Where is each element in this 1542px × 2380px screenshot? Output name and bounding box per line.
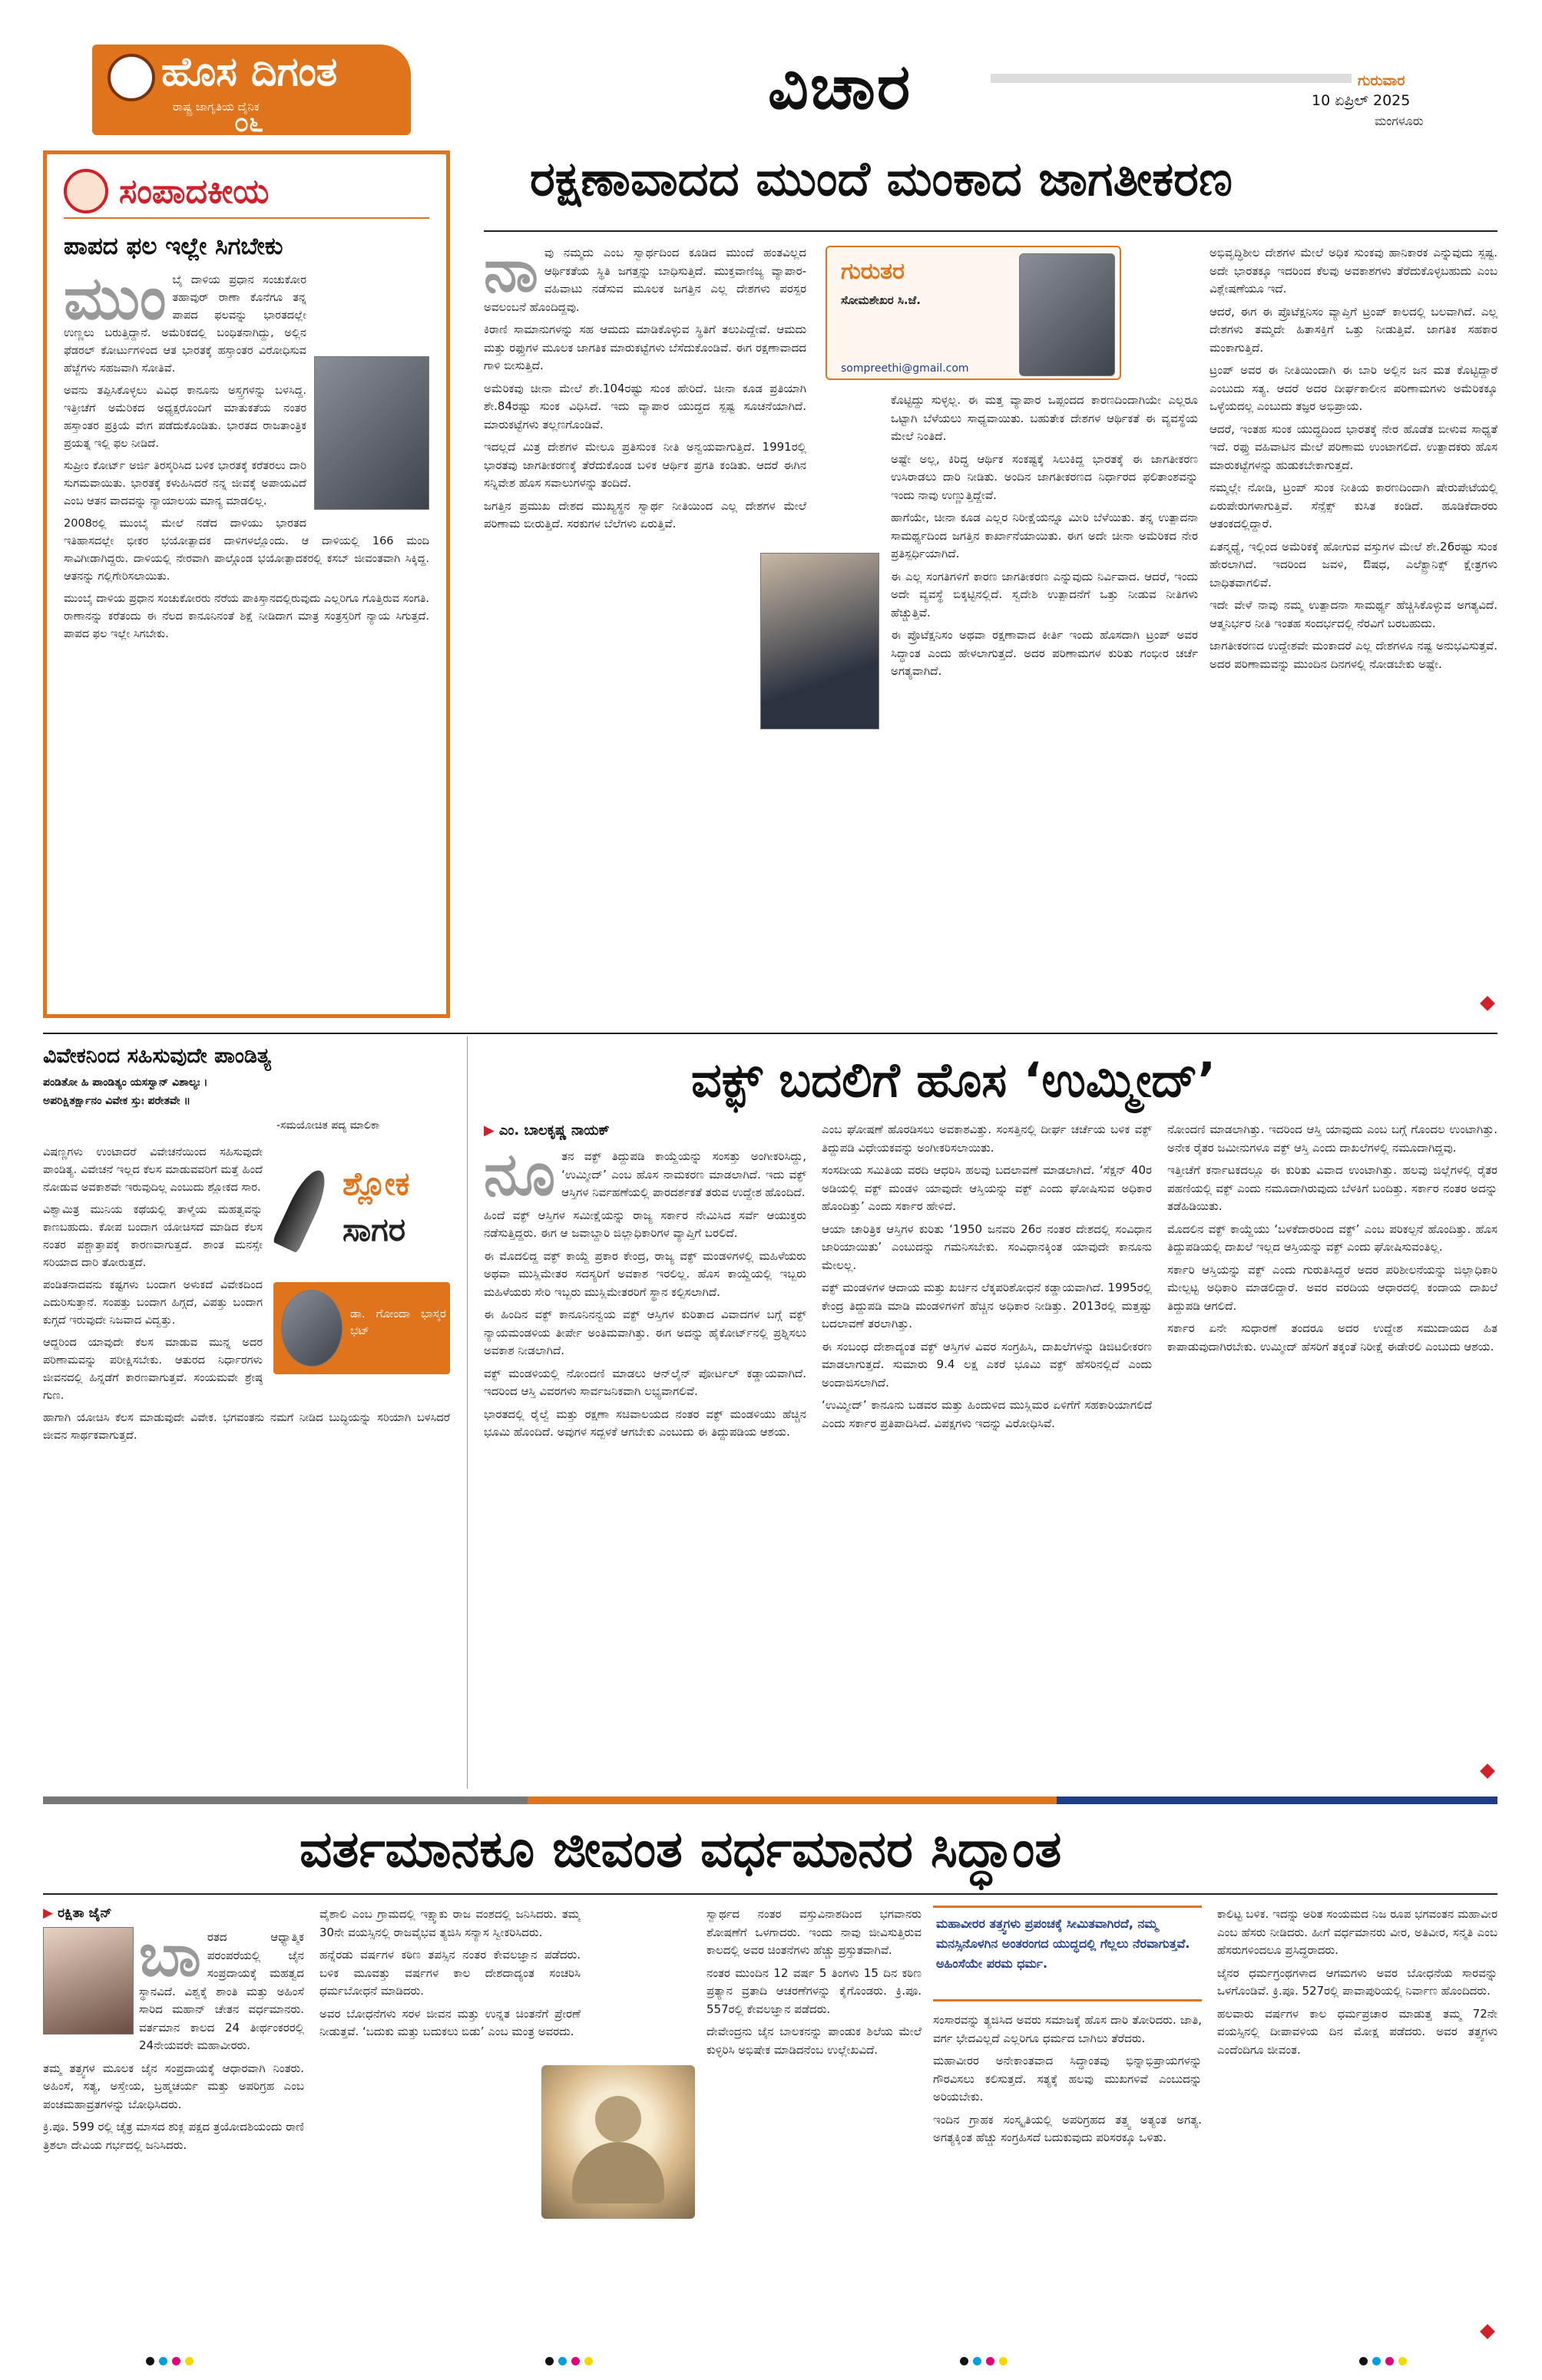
main-para: ಆದರೆ, ಇಂತಹ ಸುಂಕ ಯುದ್ಧದಿಂದ ಭಾರತಕ್ಕೆ ನೇರ ಹೊಡೆತ ಬೀಳುವ ಸಾಧ್ಯತೆ ಇದೆ. ರಫ್ತು ವಹಿವಾಟಿನ ಮೇಲೆ ಪರಿಣಾಮ ಉಂಟಾಗಲಿದೆ. ಉತ್ಪಾದಕರು ಹೊಸ ಮಾರುಕಟ್ಟೆಗಳನ್ನು ಹುಡುಕಬೇಕಾಗುತ್ತದೆ. [1209, 421, 1497, 472]
mahavira-para: ತಮ್ಮ ತತ್ತ್ವಗಳ ಮೂಲಕ ಜೈನ ಸಂಪ್ರದಾಯಕ್ಕೆ ಆಧಾರವಾಗಿ ನಿಂತರು. ಅಹಿಂಸೆ, ಸತ್ಯ, ಅಸ್ತೇಯ, ಬ್ರಹ್ಮಚರ್ಯ ಮತ್ತು ಅಪರಿಗ್ರಹ ಎಂಬ ಪಂಚಮಹಾವ್ರತಗಳನ್ನು ಬೋಧಿಸಿದರು. [43, 2061, 304, 2111]
mahavira-para: ರತದ ಆಧ್ಯಾತ್ಮಿಕ ಪರಂಪರೆಯಲ್ಲಿ ಜೈನ ಸಂಪ್ರದಾಯಕ್ಕೆ ಮಹತ್ವದ ಸ್ಥಾನವಿದೆ. ವಿಶ್ವಕ್ಕೆ ಶಾಂತಿ ಮತ್ತು ಅಹಿಂಸೆ ಸಾರಿದ ಮಹಾನ್ ಚೇತನ ವರ್ಧಮಾನರು. ವರ್ತಮಾನ ಕಾಲದ 24 ತೀರ್ಥಂಕರರಲ್ಲಿ 24ನೇಯವರೇ ಮಹಾವೀರರು. [139, 1930, 304, 2052]
editorial-para: ಮುಂಬೈ ದಾಳಿಯ ಪ್ರಧಾನ ಸಂಚುಕೋರರು ನೆರೆಯ ಪಾಕಿಸ್ತಾನದಲ್ಲಿರುವುದು ಎಲ್ಲರಿಗೂ ಗೊತ್ತಿರುವ ಸಂಗತಿ. ರಾಣಾನನ್ನು ಕರೆತಂದು ಈ ನೆಲದ ಕಾನೂನಿನಂತೆ ಶಿಕ್ಷೆ ನೀಡಿದಾಗ ಮಾತ್ರ ಸಂತ್ರಸ್ತರಿಗೆ ನ್ಯಾಯ ಸಿಗುತ್ತದೆ. ಪಾಪದ ಫಲ ಇಲ್ಲೇ ಸಿಗಬೇಕು. [64, 593, 429, 640]
shloka-source: -ಸಮಯೋಚಿತ ಪದ್ಯ ಮಾಲಿಕಾ [276, 1119, 380, 1132]
trump-photo [760, 553, 879, 729]
waqf-para: ಸರ್ಕಾರ ಏನೇ ಸುಧಾರಣೆ ತಂದರೂ ಅದರ ಉದ್ದೇಶ ಸಮುದಾಯದ ಹಿತ ಕಾಪಾಡುವುದಾಗಿರಬೇಕು. ಉಮ್ಮೀದ್ ಹೆಸರಿಗೆ ತಕ್ಕಂತೆ ನಿರೀಕ್ಷೆ ಈಡೇರಲಿ ಎಂಬುದು ಆಶಯ. [1167, 1321, 1497, 1354]
byline-arrow-icon: ▶ [43, 1906, 54, 1921]
editorial-box [43, 150, 450, 1018]
masthead [0, 0, 1542, 138]
main-para: ಅಷ್ಟೇ ಅಲ್ಲ, ಕಿರಿದ್ಧ ಆರ್ಥಿಕ ಸಂಕಷ್ಟಕ್ಕೆ ಸಿಲುಕಿದ್ದ ಭಾರತಕ್ಕೆ ಈ ಜಾಗತೀಕರಣ ಉಸಿರಾಡಲು ದಾರಿ ನೀಡಿತು. ಅಂದಿನ ಜಾಗತೀಕರಣದ ನಿರ್ಧಾರದ ಫಲಿತಾಂಶವನ್ನು ಇಂದು ನಾವು ಉಣ್ಣುತ್ತಿದ್ದೇವೆ. [891, 451, 1198, 502]
mahavira-byline-name: ರಕ್ಷಿತಾ ಜೈನ್ [58, 1906, 112, 1921]
mahavira-col-c [706, 1906, 922, 2343]
header-city: ಮಂಗಳೂರು [1375, 114, 1424, 128]
logo-emblem-icon [108, 54, 155, 101]
shloka-column-label-1: ಶ್ಲೋಕ [342, 1165, 410, 1202]
shloka-para: ಪಂಡಿತನಾದವನು ಕಷ್ಟಗಳು ಬಂದಾಗ ಅಳುಕದೆ ವಿವೇಕದಿಂದ ಎದುರಿಸುತ್ತಾನೆ. ಸಂಪತ್ತು ಬಂದಾಗ ಹಿಗ್ಗದೆ, ವಿಪತ್ತು ಬಂದಾಗ ಕುಗ್ಗದೆ ಇರುವುದೇ ನಿಜವಾದ ವಿದ್ವತ್ತು. [43, 1279, 263, 1327]
waqf-dropcap: ನೂ [484, 1148, 556, 1209]
section-divider-band [43, 1797, 1497, 1804]
header-date-bar [991, 74, 1352, 83]
mahavira-para: ನಂತರ ಮುಂದಿನ 12 ವರ್ಷ 5 ತಿಂಗಳು 15 ದಿನ ಕಠಿಣ ಪ್ರತ್ಯಾನ ವ್ರತಾದಿ ಆಚರಣೆಗಳನ್ನು ಕೈಗೊಂಡರು. ಕ್ರಿ.ಪೂ. 557ರಲ್ಲಿ ಕೇವಲಜ್ಞಾನ ಪಡೆದರು. [706, 1965, 922, 2016]
registration-marks-right [1359, 2357, 1407, 2365]
mahavira-para: ಸ್ವಾರ್ಥದ ನಂತರ ವಸ್ತುವಿನಾಶದಿಂದ ಭಗವಾನರು ಶೋಷಣೆಗೆ ಒಳಗಾದರು. ಇಂದು ನಾವು ಜೀವಿಸುತ್ತಿರುವ ಕಾಲದಲ್ಲಿ ಅವರ ಚಿಂತನೆಗಳು ಹೆಚ್ಚು ಪ್ರಸ್ತುತವಾಗಿವೆ. [706, 1907, 922, 1957]
vertical-rule [467, 1036, 468, 1789]
mahavira-para: ಹನ್ನೆರಡು ವರ್ಷಗಳ ಕಠಿಣ ತಪಸ್ಸಿನ ನಂತರ ಕೇವಲಜ್ಞಾನ ಪಡೆದರು. ಬಳಿಕ ಮೂವತ್ತು ವರ್ಷಗಳ ಕಾಲ ದೇಶದಾದ್ಯಂತ ಸಂಚರಿಸಿ ಧರ್ಮಬೋಧನೆ ಮಾಡಿದರು. [319, 1948, 581, 1998]
band-orange [528, 1797, 1057, 1804]
shloka-para: ಹಾಗಾಗಿ ಯೋಚಿಸಿ ಕೆಲಸ ಮಾಡುವುದೇ ವಿವೇಕ. ಭಗವಂತನು ನಮಗೆ ನೀಡಿದ ಬುದ್ಧಿಯನ್ನು ಸರಿಯಾಗಿ ಬಳಸಿದರೆ ಜೀವನ ಸಾರ್ಥಕವಾಗುತ್ತದೆ. [43, 1412, 450, 1442]
waqf-byline-name: ಎಂ. ಬಾಲಕೃಷ್ಣ ನಾಯಕ್ [498, 1122, 610, 1139]
reg-dot-black [1359, 2357, 1368, 2365]
reg-dot-magenta [172, 2357, 180, 2365]
mahavira-dropcap: ಬಾ [139, 1929, 201, 1990]
mahavira-image [541, 2065, 695, 2219]
reg-dot-yellow [584, 2357, 593, 2365]
mahavira-photo-spacer [43, 1929, 139, 2040]
reg-dot-black [545, 2357, 554, 2365]
main-para: ಈ ಎಲ್ಲ ಸಂಗತಿಗಳಿಗೆ ಕಾರಣ ಜಾಗತೀಕರಣ ಎನ್ನುವುದು ನಿರ್ವಿವಾದ. ಆದರೆ, ಇಂದು ಅದೇ ವ್ಯವಸ್ಥೆ ಬಿಕ್ಕಟ್ಟಿನಲ್ಲಿದೆ. ಸ್ವದೇಶಿ ಉತ್ಪಾದನೆಗೆ ಒತ್ತು ನೀಡುವ ನೀತಿಗಳು ಹೆಚ್ಚುತ್ತಿವೆ. [891, 569, 1198, 620]
waqf-byline [484, 1122, 610, 1139]
columnist-name: ಸೋಮಶೇಖರ ಸಿ.ಜೆ. [841, 293, 921, 307]
reg-dot-magenta [1385, 2357, 1394, 2365]
waqf-col-b [822, 1121, 1152, 1785]
waqf-para: ಈ ಹಿಂದಿನ ವಕ್ಫ್ ಕಾನೂನಿನನ್ವಯ ವಕ್ಫ್ ಆಸ್ತಿಗಳ ಕುರಿತಾದ ವಿವಾದಗಳ ಬಗ್ಗೆ ವಕ್ಫ್ ನ್ಯಾಯಮಂಡಳಿಯ ತೀರ್ಪೇ ಅಂತಿಮವಾಗಿತ್ತು. ಈಗ ಅದನ್ನು ಹೈಕೋರ್ಟ್‌ನಲ್ಲಿ ಪ್ರಶ್ನಿಸಲು ಅವಕಾಶ ನೀಡಲಾಗಿದೆ. [484, 1307, 806, 1357]
waqf-title: ವಕ್ಫ್ ಬದಲಿಗೆ ಹೊಸ ‘ಉಮ್ಮೀದ್’ [691, 1052, 1216, 1108]
main-para: ಅಮೆರಿಕವು ಚೀನಾ ಮೇಲೆ ಶೇ.104ರಷ್ಟು ಸುಂಕ ಹೇರಿದೆ. ಚೀನಾ ಕೂಡ ಪ್ರತಿಯಾಗಿ ಶೇ.84ರಷ್ಟು ಸುಂಕ ವಿಧಿಸಿದೆ. ಇದು ವ್ಯಾಪಾರ ಯುದ್ಧದ ಸ್ಪಷ್ಟ ಸೂಚನೆಯಾಗಿದೆ. ಮಾರುಕಟ್ಟೆಗಳು ತಲ್ಲಣಗೊಂಡಿವೆ. [484, 381, 806, 431]
waqf-para: ಈ ಮೊದಲಿದ್ದ ವಕ್ಫ್ ಕಾಯ್ದೆ ಪ್ರಕಾರ ಕೇಂದ್ರ, ರಾಜ್ಯ ವಕ್ಫ್ ಮಂಡಳಿಗಳಲ್ಲಿ ಮಹಿಳೆಯರು ಅಥವಾ ಮುಸ್ಲಿಮೇತರ ಸದಸ್ಯರಿಗೆ ಅವಕಾಶ ಇರಲಿಲ್ಲ. ಹೊಸ ಕಾಯ್ದೆಯಲ್ಲಿ ಇಬ್ಬರು ಮಹಿಳೆಯರು ಸೇರಿ ಇಬ್ಬರು ಮುಸ್ಲಿಮೇತರರಿಗೆ ಸ್ಥಾನ ಕಲ್ಪಿಸಲಾಗಿದೆ. [484, 1248, 806, 1299]
shloka-para: ವಿಷಣ್ಣಗಳು ಉಂಟಾದರೆ ವಿವೇಚನೆಯಿಂದ ಸಹಿಸುವುದೇ ಪಾಂಡಿತ್ಯ. ವಿವೇಚನೆ ಇಲ್ಲದ ಕೆಲಸ ಮಾಡುವವರಿಗೆ ಮತ್ತೆ ಹಿಂದೆ ನೋಡುವ ಅವಕಾಶವೇ ಇರುವುದಿಲ್ಲ ಎಂಬುದು ಶ್ಲೋಕದ ಸಾರ. [43, 1146, 263, 1194]
main-col-c [1209, 244, 1497, 1020]
logo-text: ಹೊಸ ದಿಗಂತ [161, 49, 338, 95]
editorial-photo [314, 356, 429, 510]
main-para: ಆದರೆ, ಈಗ ಈ ಪ್ರೊಟೆಕ್ಷನಿಸಂ ವ್ಯಾಪ್ತಿಗೆ ಟ್ರಂಪ್ ಕಾಲದಲ್ಲಿ ಬಲವಾಗಿದೆ. ಎಲ್ಲ ದೇಶಗಳು ತಮ್ಮದೇ ಹಿತಾಸಕ್ತಿಗೆ ಒತ್ತು ನೀಡುತ್ತಿವೆ. ಜಾಗತಿಕ ಸಹಕಾರ ಮಂಕಾಗುತ್ತಿದೆ. [1209, 304, 1497, 355]
mahavira-para: ದೇವೇಂದ್ರನು ಜೈನ ಬಾಲಕನನ್ನು ಪಾಂಡುಕ ಶಿಲೆಯ ಮೇಲೆ ಕುಳ್ಳಿರಿಸಿ ಅಭಿಷೇಕ ಮಾಡಿದನೆಂಬ ಉಲ್ಲೇಖವಿದೆ. [706, 2025, 922, 2057]
main-para: ಅಭಿವೃದ್ಧಿಶೀಲ ದೇಶಗಳ ಮೇಲೆ ಅಧಿಕ ಸುಂಕವು ಹಾನಿಕಾರಕ ಎನ್ನುವುದು ಸ್ಪಷ್ಟ. ಅದೇ ಭಾರತಕ್ಕೂ ಇದರಿಂದ ಕೆಲವು ಅವಕಾಶಗಳು ತೆರೆದುಕೊಳ್ಳಬಹುದು ಎಂಬ ವಿಶ್ಲೇಷಣೆಯೂ ಇದೆ. [1209, 246, 1497, 296]
mahavira-col-d [933, 2011, 1202, 2343]
editorial-para: ಬೈ ದಾಳಿಯ ಪ್ರಧಾನ ಸಂಚುಕೋರ ತಹಾವುರ್ ರಾಣಾ ಕೊನೆಗೂ ತನ್ನ ಪಾಪದ ಫಲವನ್ನು ಭಾರತದಲ್ಲೇ ಉಣ್ಣಲು ಬರುತ್ತಿದ್ದಾನೆ. ಅಮೆರಿಕದಲ್ಲಿ ಬಂಧಿತನಾಗಿದ್ದು, ಅಲ್ಲಿನ ಫೆಡರಲ್ ಕೋರ್ಟುಗಳಿಂದ ಆತ ಭಾರತಕ್ಕೆ ಹಸ್ತಾಂತರ ವಿರೋಧಿಸುವ ಹೆಜ್ಜೆಗಳು ಸಹಜವಾಗಿ ಸೋತಿವೆ. [64, 274, 306, 375]
editorial-title: ಪಾಪದ ಫಲ ಇಲ್ಲೇ ಸಿಗಬೇಕು [64, 233, 283, 260]
main-col-a [484, 244, 806, 1020]
mahavira-para: ಮಹಾವೀರರ ಅನೇಕಾಂತವಾದ ಸಿದ್ಧಾಂತವು ಭಿನ್ನಾಭಿಪ್ರಾಯಗಳನ್ನು ಗೌರವಿಸಲು ಕಲಿಸುತ್ತದೆ. ಸತ್ಯಕ್ಕೆ ಹಲವು ಮುಖಗಳಿವೆ ಎಂಬುದನ್ನು ಅರಿಯಬೇಕು. [933, 2054, 1202, 2104]
reg-dot-cyan [159, 2357, 167, 2365]
main-para: ಜಾಗತೀಕರಣದ ಉದ್ದೇಶವೇ ಮಂಕಾದರೆ ಎಲ್ಲ ದೇಶಗಳೂ ನಷ್ಟ ಅನುಭವಿಸುತ್ತವೆ. ಅದರ ಪರಿಣಾಮವನ್ನು ಮುಂದಿನ ದಿನಗಳಲ್ಲಿ ನೋಡಬೇಕು ಅಷ್ಟೇ. [1209, 639, 1497, 671]
waqf-para: ಹಿಂದೆ ವಕ್ಫ್ ಆಸ್ತಿಗಳ ಸಮೀಕ್ಷೆಯನ್ನು ರಾಜ್ಯ ಸರ್ಕಾರ ನೇಮಿಸಿದ ಸರ್ವೆ ಆಯುಕ್ತರು ನಡೆಸುತ್ತಿದ್ದರು. ಈಗ ಆ ಜವಾಬ್ದಾರಿ ಜಿಲ್ಲಾಧಿಕಾರಿಗಳ ವ್ಯಾಪ್ತಿಗೆ ಬರಲಿದೆ. [484, 1208, 806, 1240]
mahavira-title: ವರ್ತಮಾನಕೂ ಜೀವಂತ ವರ್ಧಮಾನರ ಸಿದ್ಧಾಂತ [299, 1820, 1062, 1879]
shloka-author-photo [281, 1290, 342, 1367]
main-para: ಕಿರಾಣಿ ಸಾಮಾನುಗಳನ್ನು ಸಹ ಆಮದು ಮಾಡಿಕೊಳ್ಳುವ ಸ್ಥಿತಿಗೆ ತಲುಪಿದ್ದೇವೆ. ಆಮದು ಮತ್ತು ರಫ್ತುಗಳ ಮೂಲಕ ಜಾಗತಿಕ ಮಾರುಕಟ್ಟೆಗಳು ಬೆಸೆದುಕೊಂಡಿವೆ. ಈಗ ರಕ್ಷಣಾವಾದದ ಗಾಳಿ ಬೀಸುತ್ತಿದೆ. [484, 322, 806, 372]
waqf-para: ‘ಉಮ್ಮೀದ್’ ಕಾನೂನು ಬಡವರ ಮತ್ತು ಹಿಂದುಳಿದ ಮುಸ್ಲಿಮರ ಏಳಿಗೆಗೆ ಸಹಕಾರಿಯಾಗಲಿದೆ ಎಂದು ಸರ್ಕಾರ ಪ್ರತಿಪಾದಿಸಿದೆ. ವಿಪಕ್ಷಗಳು ಇದನ್ನು ವಿರೋಧಿಸಿವೆ. [822, 1398, 1152, 1430]
reg-dot-black [146, 2357, 154, 2365]
columnist-label: ಗುರುತರ [841, 258, 905, 285]
feather-quill-icon [272, 1165, 333, 1254]
main-para: ನಮ್ಮಲ್ಲೇ ನೋಡಿ, ಟ್ರಂಪ್ ಸುಂಕ ನೀತಿಯ ಕಾರಣದಿಂದಾಗಿ ಷೇರುಪೇಟೆಯಲ್ಲಿ ಏರುಪೇರುಗಳಾಗುತ್ತಿವೆ. ಸೆನ್ಸೆಕ್ಸ್ ಕುಸಿತ ಕಂಡಿದೆ. ಹೂಡಿಕೆದಾರರು ಆತಂಕದಲ್ಲಿದ್ದಾರೆ. [1209, 481, 1497, 531]
registration-marks-center-right [960, 2357, 1008, 2365]
shloka-title: ವಿವೇಕನಿಂದ ಸಹಿಸುವುದೇ ಪಾಂಡಿತ್ಯ [43, 1044, 271, 1068]
editorial-label: ಸಂಪಾದಕೀಯ [119, 171, 270, 211]
main-para: ಇದೇ ವೇಳೆ ನಾವು ನಮ್ಮ ಉತ್ಪಾದನಾ ಸಾಮರ್ಥ್ಯ ಹೆಚ್ಚಿಸಿಕೊಳ್ಳುವ ಅಗತ್ಯವಿದೆ. ಆತ್ಮನಿರ್ಭರ ನೀತಿ ಇಂತಹ ಸಂದರ್ಭದಲ್ಲಿ ನೆರವಿಗೆ ಬರಬಹುದು. [1209, 598, 1497, 630]
pullquote-box [933, 1906, 1202, 2002]
waqf-para: ನೋಂದಣಿ ಮಾಡಲಾಗಿತ್ತು. ಇದರಿಂದ ಆಸ್ತಿ ಯಾವುದು ಎಂಬ ಬಗ್ಗೆ ಗೊಂದಲ ಉಂಟಾಗಿತ್ತು. ಅನೇಕ ರೈತರ ಜಮೀನುಗಳೂ ವಕ್ಫ್ ಆಸ್ತಿ ಎಂದು ದಾಖಲೆಗಳಲ್ಲಿ ನಮೂದಾಗಿದ್ದವು. [1167, 1122, 1497, 1155]
mahavira-para: ಕಾಲಿಟ್ಟ ಬಳಿಕ. ಇದನ್ನು ಅರಿತ ಸಂಯಮದ ನಿಜ ರೂಪ ಭಗವಂತನ ಮಹಾವೀರ ಎಂಬ ಹೆಸರು ನೀಡಿದರು. ಹೀಗೆ ವರ್ಧಮಾನರು ವೀರ, ಅತಿವೀರ, ಸನ್ಮತಿ ಎಂಬ ಹೆಸರುಗಳಿಂದಲೂ ಪ್ರಸಿದ್ಧರಾದರು. [1217, 1907, 1497, 1957]
reg-dot-black [960, 2357, 968, 2365]
main-dropcap: ನಾ [484, 244, 538, 306]
editorial-para: 2008ರಲ್ಲಿ ಮುಂಬೈ ಮೇಲೆ ನಡೆದ ದಾಳಿಯು ಭಾರತದ ಇತಿಹಾಸದಲ್ಲೇ ಭೀಕರ ಭಯೋತ್ಪಾದಕ ದಾಳಿಗಳಲ್ಲೊಂದು. ಆ ದಾಳಿಯಲ್ಲಿ 166 ಮಂದಿ ಸಾವಿಗೀಡಾಗಿದ್ದರು. ದಾಳಿಯಲ್ಲಿ ನೇರವಾಗಿ ಪಾಲ್ಗೊಂಡ ಭಯೋತ್ಪಾದಕರಲ್ಲಿ ಕಸಬ್ ಜೀವಂತವಾಗಿ ಸಿಕ್ಕಿದ್ದ. ಆತನನ್ನು ಗಲ್ಲಿಗೇರಿಸಲಾಯಿತು. [64, 517, 429, 583]
reg-dot-yellow [1398, 2357, 1407, 2365]
mahavira-para: ಜೈನರ ಧರ್ಮಗ್ರಂಥಗಳಾದ ಆಗಮಗಳು ಅವರ ಬೋಧನೆಯ ಸಾರವನ್ನು ಒಳಗೊಂಡಿವೆ. ಕ್ರಿ.ಪೂ. 527ರಲ್ಲಿ ಪಾವಾಪುರಿಯಲ್ಲಿ ನಿರ್ವಾಣ ಹೊಂದಿದರು. [1217, 1965, 1497, 1998]
reg-dot-magenta [986, 2357, 994, 2365]
waqf-para: ವಕ್ಫ್ ಮಂಡಳಿಗಳ ಆದಾಯ ಮತ್ತು ಖರ್ಚಿನ ಲೆಕ್ಕಪರಿಶೋಧನೆ ಕಡ್ಡಾಯವಾಗಿದೆ. 1995ರಲ್ಲಿ ಕೇಂದ್ರ ತಿದ್ದುಪಡಿ ಮಾಡಿ ಮಂಡಳಿಗಳಿಗೆ ಹೆಚ್ಚಿನ ಅಧಿಕಾರ ನೀಡಿತ್ತು. 2013ರಲ್ಲಿ ಮತ್ತಷ್ಟು ಬದಲಾವಣೆ ತರಲಾಗಿತ್ತು. [822, 1281, 1152, 1330]
main-para: ಕೊಟ್ಟಿದ್ದು ಸುಳ್ಳಲ್ಲ. ಈ ಮತ್ತ ವ್ಯಾಪಾರ ಒಪ್ಪಂದದ ಕಾರಣದಿಂದಾಗಿಯೇ ಎಲ್ಲರೂ ಒಟ್ಟಾಗಿ ಬೆಳೆಯಲು ಸಾಧ್ಯವಾಯಿತು. ಬಹುತೇಕ ದೇಶಗಳ ಆರ್ಥಿಕತೆ ಈ ವ್ಯವಸ್ಥೆಯ ಮೇಲೆ ನಿಂತಿದೆ. [891, 393, 1198, 443]
main-para: ಹಾಗೆಯೇ, ಚೀನಾ ಕೂಡ ಎಲ್ಲರ ನಿರೀಕ್ಷೆಯನ್ನೂ ಮೀರಿ ಬೆಳೆಯಿತು. ತನ್ನ ಉತ್ಪಾದನಾ ಸಾಮರ್ಥ್ಯದಿಂದ ಜಗತ್ತಿನ ಕಾರ್ಖಾನೆಯಾಯಿತು. ಈಗ ಅದೇ ಚೀನಾ ಅಮೆರಿಕದ ನೇರ ಪ್ರತಿಸ್ಪರ್ಧಿಯಾಗಿದೆ. [891, 511, 1198, 560]
shloka-para: ವಿಶ್ವಾಮಿತ್ರ ಮುನಿಯ ಕಥೆಯಲ್ಲಿ ತಾಳ್ಮೆಯ ಮಹತ್ವವನ್ನು ಕಾಣಬಹುದು. ಕೋಪ ಬಂದಾಗ ಯೋಚಿಸದೆ ಮಾಡಿದ ಕೆಲಸ ನಂತರ ಪಶ್ಚಾತ್ತಾಪಕ್ಕೆ ಕಾರಣವಾಗುತ್ತದೆ. ಶಾಂತ ಮನಸ್ಸೇ ಸರಿಯಾದ ದಾರಿ ತೋರುತ್ತದೆ. [43, 1204, 263, 1269]
waqf-para: ವಕ್ಫ್ ಮಂಡಳಿಯಲ್ಲಿ ನೋಂದಣಿ ಮಾಡಲು ಆನ್‌ಲೈನ್ ಪೋರ್ಟಲ್ ಕಡ್ಡಾಯವಾಗಿದೆ. ಇದರಿಂದ ಆಸ್ತಿ ವಿವರಗಳು ಸಾರ್ವಜನಿಕವಾಗಿ ಲಭ್ಯವಾಗಲಿವೆ. [484, 1366, 806, 1398]
main-article-title: ರಕ್ಷಣಾವಾದದ ಮುಂದೆ ಮಂಕಾದ ಜಾಗತೀಕರಣ [530, 150, 1233, 207]
shloka-body [43, 1144, 450, 1789]
editorial-body [64, 272, 429, 986]
reg-dot-cyan [1372, 2357, 1381, 2365]
waqf-col-c [1167, 1121, 1497, 1785]
mahavira-para: ಕ್ರಿ.ಪೂ. 599 ರಲ್ಲಿ ಚೈತ್ರ ಮಾಸದ ಶುಕ್ಲ ಪಕ್ಷದ ತ್ರಯೋದಶಿಯಂದು ರಾಣಿ ತ್ರಿಶಲಾ ದೇವಿಯ ಗರ್ಭದಲ್ಲಿ ಜನಿಸಿದರು. [43, 2120, 304, 2152]
main-para: ಟ್ರಂಪ್ ಅವರ ಈ ನೀತಿಯಿಂದಾಗಿ ಈ ಬಾರಿ ಅಲ್ಲಿನ ಜನ ಮತ ಕೊಟ್ಟಿದ್ದಾರೆ ಎಂಬುದು ಸತ್ಯ. ಆದರೆ ಅದರ ದೀರ್ಘಕಾಲೀನ ಪರಿಣಾಮಗಳು ಅಮೆರಿಕಕ್ಕೂ ಒಳ್ಳೆಯದಲ್ಲ ಎಂಬುದು ತಜ್ಞರ ಅಭಿಪ್ರಾಯ. [1209, 363, 1497, 413]
main-para: ವು ನಮ್ಮದು ಎಂಬ ಸ್ವಾರ್ಥದಿಂದ ಕೂಡಿದ ಮುಂದೆ ಹಂತವಿಲ್ಲದ ಆರ್ಥಿಕತೆಯ ಸ್ಥಿತಿ ಜಗತ್ತನ್ನು ಬಾಧಿಸುತ್ತಿದೆ. ಮುಕ್ತವಾಣಿಜ್ಯ ವ್ಯಾಪಾರ-ವಹಿವಾಟು ನಡೆಸುವ ಮೂಲಕ ಜಗತ್ತಿನ ಎಲ್ಲ ದೇಶಗಳು ಪರಸ್ಪರ ಅವಲಂಬನೆ ಹೊಂದಿದ್ದವು. [484, 246, 806, 314]
band-grey [43, 1797, 528, 1804]
reg-dot-cyan [558, 2357, 567, 2365]
editorial-header [64, 165, 429, 219]
reg-dot-cyan [973, 2357, 981, 2365]
editorial-emblem-icon [64, 169, 108, 213]
mahavira-para: ಸಂಸಾರವನ್ನು ತ್ಯಜಿಸಿದ ಅವರು ಸಮಾಜಕ್ಕೆ ಹೊಸ ದಾರಿ ತೋರಿದರು. ಜಾತಿ, ವರ್ಗ ಭೇದವಿಲ್ಲದೆ ಎಲ್ಲರಿಗೂ ಧರ್ಮದ ಬಾಗಿಲು ತೆರೆದರು. [933, 2013, 1202, 2045]
shloka-verse-2: ಅಪರಿಕ್ಷಿತರ್ಕ್ಷಾನಂ ವಿವೇಕ ಸ್ತುಃ ಪರೇತವೇ ॥ [43, 1095, 190, 1107]
reg-dot-yellow [999, 2357, 1008, 2365]
registration-marks-center [545, 2357, 593, 2365]
shloka-verse-1: ಪಂಡಿತೋ ಹಿ ಪಾಂಡಿತ್ಯಂ ಯಸಸ್ವಾನ್ ವಿಶಾಲ್ಯಃ । [43, 1076, 208, 1089]
editorial-para: ಸುಪ್ರೀಂ ಕೋರ್ಟ್ ಅರ್ಜಿ ತಿರಸ್ಕರಿಸಿದ ಬಳಿಕ ಭಾರತಕ್ಕೆ ಕರೆತರಲು ದಾರಿ ಸುಗಮವಾಯಿತು. ಭಾರತಕ್ಕೆ ಕಳುಹಿಸಿದರೆ ನನ್ನ ಜೀವಕ್ಕೆ ಅಪಾಯವಿದೆ ಎಂಬ ಆತನ ವಾದವನ್ನು ನ್ಯಾಯಾಲಯ ಮಾನ್ಯ ಮಾಡಲಿಲ್ಲ. [64, 460, 306, 507]
waqf-para: ಎಂಬ ಘೋಷಣೆ ಹೊರಡಿಸಲು ಅವಕಾಶವಿತ್ತು. ಸಂಸತ್ತಿನಲ್ಲಿ ದೀರ್ಘ ಚರ್ಚೆಯ ಬಳಿಕ ವಕ್ಫ್ ತಿದ್ದುಪಡಿ ವಿಧೇಯಕವನ್ನು ಅಂಗೀಕರಿಸಲಾಯಿತು. [822, 1122, 1152, 1155]
mahavira-byline [43, 1906, 112, 1921]
mahavira-para: ಅವರ ಬೋಧನೆಗಳು ಸರಳ ಜೀವನ ಮತ್ತು ಉನ್ನತ ಚಿಂತನೆಗೆ ಪ್ರೇರಣೆ ನೀಡುತ್ತವೆ. ‘ಬದುಕು ಮತ್ತು ಬದುಕಲು ಬಿಡು’ ಎಂಬ ಮಂತ್ರ ಅವರದು. [319, 2006, 581, 2038]
editorial-dropcap: ಮುಂ [64, 272, 167, 333]
main-para: ಈ ಪ್ರೊಟೆಕ್ಷನಿಸಂ ಅಥವಾ ರಕ್ಷಣಾವಾದ ಕೀರ್ತಿ ಇಂದು ಹೊಸದಾಗಿ ಟ್ರಂಪ್ ಅವರ ಸಿದ್ಧಾಂತ ಎಂದು ಹೇಳಲಾಗುತ್ತದೆ. ಅದರ ಪರಿಣಾಮಗಳ ಕುರಿತು ಗಂಭೀರ ಚರ್ಚೆ ಅಗತ್ಯವಾಗಿದೆ. [891, 628, 1198, 678]
waqf-para: ಭಾರತದಲ್ಲಿ ರೈಲ್ವೆ ಮತ್ತು ರಕ್ಷಣಾ ಸಚಿವಾಲಯದ ನಂತರ ವಕ್ಫ್ ಮಂಡಳಿಯು ಹೆಚ್ಚಿನ ಭೂಮಿ ಹೊಂದಿದೆ. ಅವುಗಳ ಸದ್ಬಳಕೆ ಆಗಬೇಕು ಎಂಬುದು ಈ ತಿದ್ದುಪಡಿಯ ಆಶಯ. [484, 1407, 806, 1439]
main-title-rule [484, 230, 1497, 232]
mahavira-col-e [1217, 1906, 1497, 2343]
main-para: ಇದಲ್ಲದೆ ಮಿತ್ರ ದೇಶಗಳ ಮೇಲೂ ಪ್ರತಿಸುಂಕ ನೀತಿ ಅನ್ವಯವಾಗುತ್ತಿದೆ. 1991ರಲ್ಲಿ ಭಾರತವು ಜಾಗತೀಕರಣಕ್ಕೆ ತೆರೆದುಕೊಂಡ ಬಳಿಕ ಆರ್ಥಿಕ ಪ್ರಗತಿ ಕಂಡಿತು. ಆದರೆ ಈಗಿನ ಸನ್ನಿವೇಶ ಹೊಸ ಸವಾಲುಗಳನ್ನು ತಂದಿದೆ. [484, 440, 806, 490]
shloka-column-label-2: ಸಾಗರ [342, 1211, 406, 1248]
page-number: ೦೬ [234, 107, 264, 138]
columnist-box [826, 246, 1121, 380]
reg-dot-yellow [185, 2357, 194, 2365]
columnist-photo [1019, 253, 1115, 376]
registration-marks-left [146, 2357, 194, 2365]
header-date: 10 ಏಪ್ರಿಲ್ 2025 [1312, 92, 1411, 109]
main-col-b [891, 392, 1198, 1020]
pullquote-text: ಮಹಾವೀರರ ತತ್ತ್ವಗಳು ಪ್ರಪಂಚಕ್ಕೆ ಸೀಮಿತವಾಗಿರದೆ, ನಮ್ಮ ಮನಸ್ಸಿನೊಳಗಿನ ಅಂತರಂಗದ ಯುದ್ಧದಲ್ಲಿ ಗೆಲ್ಲಲು ನೆರವಾಗುತ್ತವೆ. ಅಹಿಂಸೆಯೇ ಪರಮ ಧರ್ಮ. [936, 1916, 1190, 1971]
meditating-body-icon [572, 2142, 664, 2203]
waqf-para: ಆಯಾ ಚಾರಿತ್ರಿಕ ಆಸ್ತಿಗಳ ಕುರಿತು ‘1950 ಜನವರಿ 26ರ ನಂತರ ದೇಶದಲ್ಲಿ ಸಂವಿಧಾನ ಜಾರಿಯಾಯಿತು’ ಎಂಬುದನ್ನು ಗಮನಿಸಬೇಕು. ಸಂವಿಧಾನಕ್ಕಿಂತ ಯಾವುದೇ ಕಾನೂನು ಮೇಲಲ್ಲ. [822, 1221, 1152, 1272]
byline-arrow-icon: ▶ [484, 1122, 495, 1139]
reg-dot-magenta [571, 2357, 580, 2365]
waqf-para: ಈ ಸಂಬಂಧ ದೇಶಾದ್ಯಂತ ವಕ್ಫ್ ಆಸ್ತಿಗಳ ವಿವರ ಸಂಗ್ರಹಿಸಿ, ದಾಖಲೆಗಳನ್ನು ಡಿಜಿಟಲೀಕರಣ ಮಾಡಲಾಗುತ್ತದೆ. ಸುಮಾರು 9.4 ಲಕ್ಷ ಎಕರೆ ಭೂಮಿ ವಕ್ಫ್ ಹೆಸರಿನಲ್ಲಿದೆ ಎಂದು ಅಂದಾಜಿಸಲಾಗಿದೆ. [822, 1339, 1152, 1390]
band-blue [1057, 1797, 1497, 1804]
columnist-email[interactable]: sompreethi@gmail.com [841, 362, 969, 375]
shloka-para: ಆದ್ದರಿಂದ ಯಾವುದೇ ಕೆಲಸ ಮಾಡುವ ಮುನ್ನ ಅದರ ಪರಿಣಾಮವನ್ನು ಪರೀಕ್ಷಿಸಬೇಕು. ಆತುರದ ನಿರ್ಧಾರಗಳು ಜೀವನದಲ್ಲಿ ಹಿನ್ನಡೆಗೆ ಕಾರಣವಾಗುತ್ತವೆ. ಸಂಯಮವೇ ಶ್ರೇಷ್ಠ ಗುಣ. [43, 1337, 263, 1402]
mahavira-para: ಇಂದಿನ ಗ್ರಾಹಕ ಸಂಸ್ಕೃತಿಯಲ್ಲಿ ಅಪರಿಗ್ರಹದ ತತ್ತ್ವ ಅತ್ಯಂತ ಅಗತ್ಯ. ಅಗತ್ಯಕ್ಕಿಂತ ಹೆಚ್ಚು ಸಂಗ್ರಹಿಸದೆ ಬದುಕುವುದು ಪರಿಸರಕ್ಕೂ ಒಳಿತು. [933, 2112, 1202, 2144]
header-day: ಗುರುವಾರ [1358, 72, 1405, 89]
logo-tagline: ರಾಷ್ಟ್ರ ಜಾಗೃತಿಯ ದೈನಿಕ [173, 100, 260, 114]
section-rule-1 [43, 1033, 1497, 1034]
waqf-para: ಮೊದಲಿನ ವಕ್ಫ್ ಕಾಯ್ದೆಯು ‘ಬಳಕೆದಾರರಿಂದ ವಕ್ಫ್’ ಎಂಬ ಪರಿಕಲ್ಪನೆ ಹೊಂದಿತ್ತು. ಹೊಸ ತಿದ್ದುಪಡಿಯಲ್ಲಿ ದಾಖಲೆ ಇಲ್ಲದ ಆಸ್ತಿಯನ್ನು ವಕ್ಫ್ ಎಂದು ಘೋಷಿಸುವಂತಿಲ್ಲ. [1167, 1221, 1497, 1254]
waqf-para: ಸರ್ಕಾರಿ ಆಸ್ತಿಯನ್ನು ವಕ್ಫ್ ಎಂದು ಗುರುತಿಸಿದ್ದರೆ ಅದರ ಪರಿಶೀಲನೆಯನ್ನು ಜಿಲ್ಲಾಧಿಕಾರಿ ಮೇಲ್ಪಟ್ಟ ಅಧಿಕಾರಿ ಮಾಡಲಿದ್ದಾರೆ. ಅವರ ವರದಿಯ ಆಧಾರದಲ್ಲಿ ಕಂದಾಯ ದಾಖಲೆ ತಿದ್ದುಪಡಿ ಆಗಲಿದೆ. [1167, 1262, 1497, 1313]
meditating-figure-icon [595, 2096, 641, 2142]
main-para: ಏತನ್ಮಧ್ಯೆ, ಇಲ್ಲಿಂದ ಅಮೆರಿಕಕ್ಕೆ ಹೋಗುವ ವಸ್ತುಗಳ ಮೇಲೆ ಶೇ.26ರಷ್ಟು ಸುಂಕ ಹೇರಲಾಗಿದೆ. ಇದರಿಂದ ಜವಳಿ, ಔಷಧ, ಎಲೆಕ್ಟ್ರಾನಿಕ್ಸ್ ಕ್ಷೇತ್ರಗಳು ಬಾಧಿತವಾಗಲಿವೆ. [1209, 539, 1497, 590]
waqf-para: ತನ ವಕ್ಫ್ ತಿದ್ದುಪಡಿ ಕಾಯ್ದೆಯನ್ನು ಸಂಸತ್ತು ಅಂಗೀಕರಿಸಿದ್ದು, ‘ಉಮ್ಮೀದ್’ ಎಂಬ ಹೊಸ ನಾಮಕರಣ ಮಾಡಲಾಗಿದೆ. ಇದು ವಕ್ಫ್ ಆಸ್ತಿಗಳ ನಿರ್ವಹಣೆಯಲ್ಲಿ ಪಾರದರ್ಶಕತೆ ತರುವ ಉದ್ದೇಶ ಹೊಂದಿದೆ. [561, 1149, 806, 1199]
waqf-para: ಇತ್ತೀಚೆಗೆ ಕರ್ನಾಟಕದಲ್ಲೂ ಈ ಕುರಿತು ವಿವಾದ ಉಂಟಾಗಿತ್ತು. ಹಲವು ಜಿಲ್ಲೆಗಳಲ್ಲಿ ರೈತರ ಪಹಣಿಯಲ್ಲಿ ವಕ್ಫ್ ಎಂದು ನಮೂದಾಗಿರುವುದು ಬೆಳಕಿಗೆ ಬಂದಿತ್ತು. ಸರ್ಕಾರ ನಂತರ ಅದನ್ನು ತಡೆಹಿಡಿಯಿತು. [1167, 1163, 1497, 1213]
section-title: ವಿಚಾರ [768, 51, 912, 124]
shloka-author-name: ಡಾ. ಗೋಂದಾ ಭಾಸ್ಕರ ಭಟ್ [350, 1307, 446, 1337]
mahavira-title-rule [43, 1893, 1497, 1895]
main-para: ಜಗತ್ತಿನ ಪ್ರಮುಖ ದೇಶದ ಮುಖ್ಯಸ್ಥನ ಸ್ವಾರ್ಥ ನೀತಿಯಿಂದ ಎಲ್ಲ ದೇಶಗಳ ಮೇಲೆ ಪರಿಣಾಮ ಬೀರುತ್ತಿದೆ. ಸರಕುಗಳ ಬೆಲೆಗಳು ಏರುತ್ತಿವೆ. [484, 498, 806, 531]
waqf-para: ಸಂಸದೀಯ ಸಮಿತಿಯ ವರದಿ ಆಧರಿಸಿ ಹಲವು ಬದಲಾವಣೆ ಮಾಡಲಾಗಿದೆ. ‘ಸೆಕ್ಷನ್ 40ರ ಅಡಿಯಲ್ಲಿ ವಕ್ಫ್ ಮಂಡಳಿ ಯಾವುದೇ ಆಸ್ತಿಯನ್ನು ವಕ್ಫ್ ಎಂದು ಘೋಷಿಸುವ ಅಧಿಕಾರ ಹೊಂದಿತ್ತು’ ಎಂದು ಸರ್ಕಾರ ಹೇಳಿದೆ. [822, 1163, 1152, 1213]
mahavira-para: ಹಲವಾರು ವರ್ಷಗಳ ಕಾಲ ಧರ್ಮಪ್ರಚಾರ ಮಾಡುತ್ತ ತಮ್ಮ 72ನೇ ವಯಸ್ಸಿನಲ್ಲಿ ದೀಪಾವಳಿಯ ದಿನ ಮೋಕ್ಷ ಪಡೆದರು. ಅವರ ತತ್ತ್ವಗಳು ಎಂದೆಂದಿಗೂ ಜೀವಂತ. [1217, 2006, 1497, 2057]
shloka-column-box [273, 1159, 450, 1382]
waqf-col-a [484, 1148, 806, 1785]
mahavira-col-a [43, 1929, 304, 2343]
mahavira-para: ವೈಶಾಲಿ ಎಂಬ ಗ್ರಾಮದಲ್ಲಿ ಇಕ್ಷ್ವಾಕು ರಾಜ ವಂಶದಲ್ಲಿ ಜನಿಸಿದರು. ತಮ್ಮ 30ನೇ ವಯಸ್ಸಿನಲ್ಲಿ ರಾಜವೈಭವ ತ್ಯಜಿಸಿ ಸನ್ಯಾಸ ಸ್ವೀಕರಿಸಿದರು. [319, 1907, 581, 1939]
editorial-para: ಅವನು ತಪ್ಪಿಸಿಕೊಳ್ಳಲು ವಿವಿಧ ಕಾನೂನು ಅಸ್ತ್ರಗಳನ್ನು ಬಳಸಿದ್ದ. ಇತ್ತೀಚೆಗೆ ಅಮೆರಿಕದ ಅಧ್ಯಕ್ಷರೊಂದಿಗೆ ಮಾತುಕತೆಯ ನಂತರ ಹಸ್ತಾಂತರ ಪ್ರಕ್ರಿಯೆ ವೇಗ ಪಡೆದುಕೊಂಡಿತು. ಭಾರತದ ರಾಜತಾಂತ್ರಿಕ ಪ್ರಯತ್ನ ಇಲ್ಲಿ ಫಲ ನೀಡಿದೆ. [64, 385, 306, 450]
